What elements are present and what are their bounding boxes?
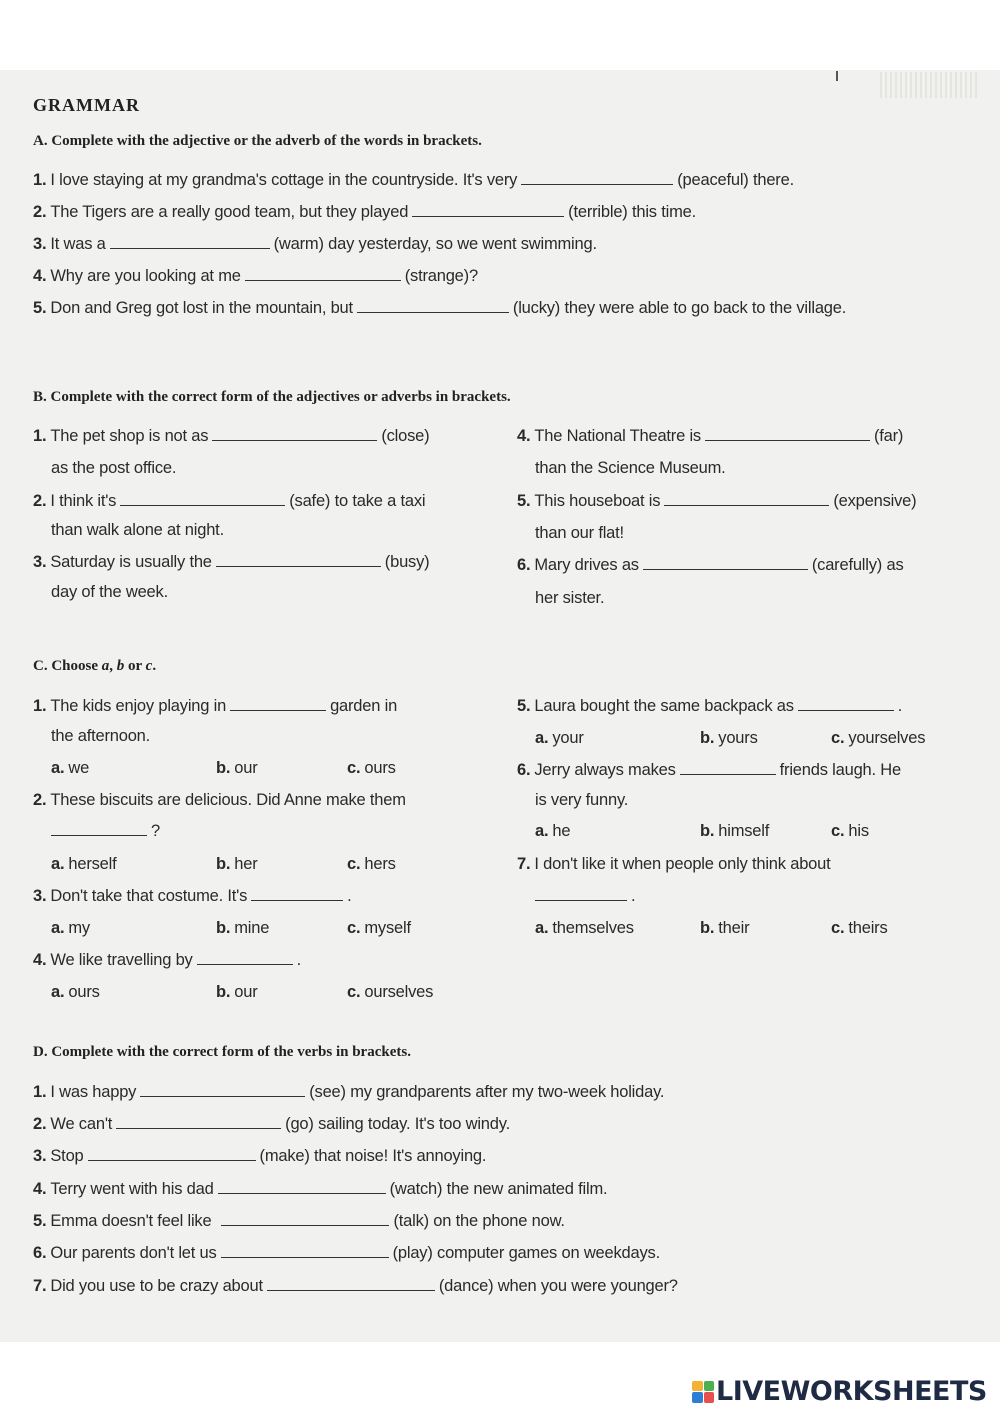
d-item-7: 7. Did you use to be crazy about (dance) when you were younger?: [33, 1277, 678, 1295]
c-6-option-b[interactable]: b. himself: [700, 822, 770, 840]
c-6-option-c[interactable]: c. his: [831, 822, 869, 840]
b-item-1-cont: as the post office.: [51, 459, 177, 477]
c-blank-5[interactable]: [798, 697, 894, 711]
a-blank-4[interactable]: [245, 267, 401, 281]
section-a-heading: A. Complete with the adjective or the adverb of the words in brackets.: [33, 133, 482, 149]
a-item-5: 5. Don and Greg got lost in the mountain, but (lucky) they were able to go back to the village.: [33, 299, 847, 317]
b-item-5: 5. This houseboat is (expensive): [517, 492, 917, 510]
a-item-3: 3. It was a (warm) day yesterday, so we went swimming.: [33, 235, 597, 253]
c-item-2: 2. These biscuits are delicious. Did Anne make them: [33, 791, 406, 809]
c-blank-1[interactable]: [230, 697, 326, 711]
c-item-1-cont: the afternoon.: [51, 727, 151, 745]
b-item-3: 3. Saturday is usually the (busy): [33, 553, 430, 571]
liveworksheets-icon: [692, 1381, 714, 1403]
c-1-option-b[interactable]: b. our: [216, 759, 258, 777]
b-blank-6[interactable]: [643, 556, 808, 570]
c-3-option-a[interactable]: a. my: [51, 919, 90, 937]
brand-name: LIVEWORKSHEETS: [716, 1376, 987, 1407]
c-5-option-b[interactable]: b. yours: [700, 729, 758, 747]
b-blank-3[interactable]: [216, 553, 381, 567]
scan-noise: [880, 72, 980, 98]
c-2-option-b[interactable]: b. her: [216, 855, 258, 873]
c-1-option-c[interactable]: c. ours: [347, 759, 396, 777]
section-c-heading: C. Choose a, b or c.: [33, 658, 157, 674]
c-item-2-cont: ?: [47, 822, 160, 841]
a-item-2: 2. The Tigers are a really good team, but they played (terrible) this time.: [33, 203, 696, 221]
c-4-option-c[interactable]: c. ourselves: [347, 983, 434, 1001]
d-item-5: 5. Emma doesn't feel like (talk) on the phone now.: [33, 1212, 565, 1230]
c-7-option-c[interactable]: c. theirs: [831, 919, 888, 937]
d-blank-3[interactable]: [88, 1147, 256, 1161]
b-item-3-cont: day of the week.: [51, 583, 168, 601]
c-item-6: 6. Jerry always makes friends laugh. He: [517, 761, 901, 779]
page-title: GRAMMAR: [33, 95, 140, 115]
section-b-heading: B. Complete with the correct form of the adjectives or adverbs in brackets.: [33, 389, 511, 405]
b-blank-4[interactable]: [705, 427, 870, 441]
a-blank-3[interactable]: [110, 235, 270, 249]
b-item-4: 4. The National Theatre is (far): [517, 427, 904, 445]
c-2-option-a[interactable]: a. herself: [51, 855, 117, 873]
scan-mark: [836, 71, 838, 81]
c-item-7-cont: .: [531, 887, 635, 906]
c-6-option-a[interactable]: a. he: [535, 822, 571, 840]
b-item-6-cont: her sister.: [535, 589, 605, 607]
liveworksheets-logo[interactable]: [692, 1376, 987, 1407]
c-blank-3[interactable]: [251, 887, 343, 901]
c-5-option-a[interactable]: a. your: [535, 729, 584, 747]
b-item-4-cont: than the Science Museum.: [535, 459, 726, 477]
d-blank-1[interactable]: [140, 1083, 305, 1097]
b-blank-1[interactable]: [212, 427, 377, 441]
b-item-2-cont: than walk alone at night.: [51, 521, 224, 539]
c-4-option-b[interactable]: b. our: [216, 983, 258, 1001]
c-7-option-a[interactable]: a. themselves: [535, 919, 634, 937]
d-item-3: 3. Stop (make) that noise! It's annoying.: [33, 1147, 487, 1165]
b-blank-5[interactable]: [664, 492, 829, 506]
c-blank-4[interactable]: [197, 951, 293, 965]
a-item-4: 4. Why are you looking at me (strange)?: [33, 267, 478, 285]
a-blank-1[interactable]: [521, 171, 673, 185]
c-item-1: 1. The kids enjoy playing in garden in: [33, 697, 398, 715]
section-d-heading: D. Complete with the correct form of the verbs in brackets.: [33, 1044, 411, 1060]
c-1-option-a[interactable]: a. we: [51, 759, 90, 777]
c-5-option-c[interactable]: c. yourselves: [831, 729, 926, 747]
d-item-6: 6. Our parents don't let us (play) computer games on weekdays.: [33, 1244, 660, 1262]
b-item-6: 6. Mary drives as (carefully) as: [517, 556, 904, 574]
c-3-option-c[interactable]: c. myself: [347, 919, 411, 937]
c-3-option-b[interactable]: b. mine: [216, 919, 270, 937]
c-blank-2[interactable]: [51, 822, 147, 836]
d-blank-7[interactable]: [267, 1277, 435, 1291]
c-blank-7[interactable]: [535, 887, 627, 901]
b-item-1: 1. The pet shop is not as (close): [33, 427, 430, 445]
c-4-option-a[interactable]: a. ours: [51, 983, 100, 1001]
d-blank-5[interactable]: [221, 1212, 389, 1226]
b-item-2: 2. I think it's (safe) to take a taxi: [33, 492, 426, 510]
c-2-option-c[interactable]: c. hers: [347, 855, 396, 873]
a-item-1: 1. I love staying at my grandma's cottage in the countryside. It's very (peaceful) there.: [33, 171, 794, 189]
b-item-5-cont: than our flat!: [535, 524, 624, 542]
c-item-6-cont: is very funny.: [535, 791, 629, 809]
a-blank-2[interactable]: [412, 203, 564, 217]
c-item-5: 5. Laura bought the same backpack as .: [517, 697, 903, 715]
c-item-3: 3. Don't take that costume. It's .: [33, 887, 352, 905]
d-item-2: 2. We can't (go) sailing today. It's too windy.: [33, 1115, 510, 1133]
d-item-1: 1. I was happy (see) my grandparents after my two-week holiday.: [33, 1083, 665, 1101]
b-blank-2[interactable]: [120, 492, 285, 506]
d-blank-4[interactable]: [218, 1180, 386, 1194]
d-blank-6[interactable]: [221, 1244, 389, 1258]
c-item-7: 7. I don't like it when people only think about: [517, 855, 831, 873]
d-item-4: 4. Terry went with his dad (watch) the new animated film.: [33, 1180, 608, 1198]
c-blank-6[interactable]: [680, 761, 776, 775]
d-blank-2[interactable]: [116, 1115, 281, 1129]
c-item-4: 4. We like travelling by .: [33, 951, 301, 969]
c-7-option-b[interactable]: b. their: [700, 919, 750, 937]
a-blank-5[interactable]: [357, 299, 509, 313]
